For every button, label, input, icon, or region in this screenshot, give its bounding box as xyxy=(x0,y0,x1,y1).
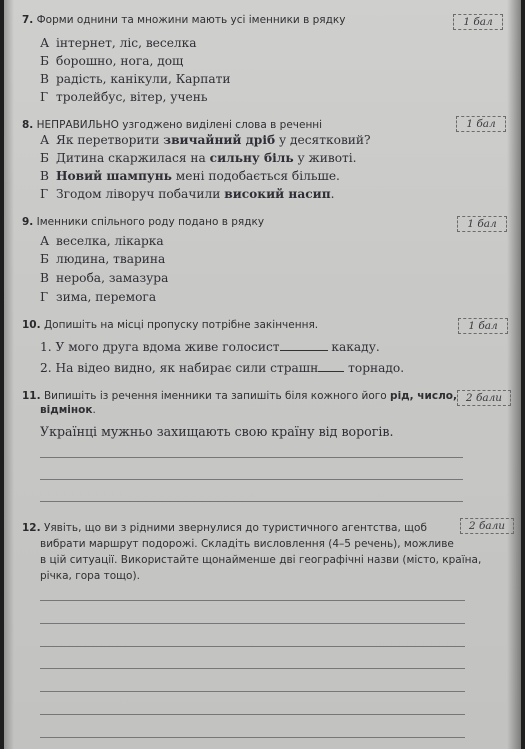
question-8-option-d[interactable] xyxy=(40,187,335,201)
question-10-number: 10. xyxy=(22,319,41,331)
question-9-option-b[interactable] xyxy=(40,252,165,266)
option-text-post: . xyxy=(330,187,335,201)
question-7-score: 1 бал xyxy=(453,14,503,30)
item-number: 2. xyxy=(40,361,52,375)
option-letter: В xyxy=(40,72,49,86)
option-text: тролейбус, вітер, учень xyxy=(56,90,208,104)
option-letter: Б xyxy=(40,54,49,68)
option-letter: Б xyxy=(40,151,49,165)
question-9-score: 1 бал xyxy=(457,216,507,232)
question-10-item-1 xyxy=(40,340,380,354)
answer-line[interactable] xyxy=(40,600,465,601)
question-8-number: 8. xyxy=(22,119,34,131)
option-text-post: у десятковий? xyxy=(275,133,371,147)
question-7-option-a[interactable] xyxy=(40,36,197,50)
question-11-score: 2 бали xyxy=(457,390,511,406)
question-7-prompt xyxy=(22,14,345,26)
item-text-post: торнадо. xyxy=(344,361,405,375)
question-10-item-2 xyxy=(40,361,404,375)
question-11-text-pre: Випишіть із речення іменники та запишіть біля кожного його xyxy=(43,390,391,402)
item-number: 1. xyxy=(40,340,52,354)
question-8-text: НЕПРАВИЛЬНО узгоджено виділені слова в реченні xyxy=(36,119,323,131)
question-8-score: 1 бал xyxy=(456,116,506,132)
option-letter: Г xyxy=(40,90,49,104)
option-letter: В xyxy=(40,169,49,183)
question-8-option-b[interactable] xyxy=(40,151,357,165)
option-text: веселка, лікарка xyxy=(56,234,164,248)
question-10-text: Допишіть на місці пропуску потрібне закінчення. xyxy=(43,319,319,331)
answer-line[interactable] xyxy=(40,691,465,692)
option-text-pre: Дитина скаржилася на xyxy=(56,151,210,165)
option-letter: А xyxy=(40,133,50,147)
option-letter: В xyxy=(40,271,49,285)
question-8-option-a[interactable] xyxy=(40,133,371,147)
option-text-bold: звичайний дріб xyxy=(163,133,276,147)
ending-blank-1[interactable] xyxy=(280,350,328,351)
page-right-shadow xyxy=(507,0,521,749)
option-text-pre: Згодом ліворуч побачили xyxy=(56,187,225,201)
item-text-pre: На відео видно, як набирає сили страшн xyxy=(55,361,319,375)
option-letter: Г xyxy=(40,187,49,201)
item-text-pre: У мого друга вдома живе голосист xyxy=(55,340,280,354)
question-11-prompt xyxy=(22,389,457,417)
question-7-text: Форми однини та множини мають усі іменники в рядку xyxy=(36,14,346,26)
question-11-sentence: Українці мужньо захищають свою країну від ворогів. xyxy=(40,424,394,439)
option-text-post: мені подобається більше. xyxy=(171,169,340,183)
page-edge-shadow xyxy=(4,0,14,749)
option-text-bold: Новий шампунь xyxy=(56,169,172,183)
ending-blank-2[interactable] xyxy=(318,371,344,372)
question-12-number: 12. xyxy=(22,522,41,534)
option-letter: Г xyxy=(40,290,49,304)
option-text: зима, перемога xyxy=(56,290,157,304)
question-7-option-d[interactable] xyxy=(40,90,208,104)
question-9-option-a[interactable] xyxy=(40,234,164,248)
question-12-line-2: вибрати маршрут подорожі. Складіть висловлення (4–5 речень), можливе xyxy=(40,538,454,550)
option-letter: А xyxy=(40,234,50,248)
option-text: інтернет, ліс, веселка xyxy=(56,36,197,50)
option-letter: Б xyxy=(40,252,49,266)
answer-line[interactable] xyxy=(40,714,465,715)
question-8-option-c[interactable] xyxy=(40,169,340,183)
question-7-option-c[interactable] xyxy=(40,72,230,86)
option-letter: А xyxy=(40,36,50,50)
question-9-option-c[interactable] xyxy=(40,271,168,285)
question-9-prompt xyxy=(22,216,264,228)
option-text: борошно, нога, дощ xyxy=(56,54,184,68)
answer-line[interactable] xyxy=(40,737,465,738)
option-text-bold: високий насип xyxy=(224,187,331,201)
option-text: радість, канікули, Карпати xyxy=(56,72,231,86)
answer-line[interactable] xyxy=(40,668,465,669)
option-text-pre: Як перетворити xyxy=(56,133,164,147)
question-10-score: 1 бал xyxy=(458,318,508,334)
question-7-option-b[interactable] xyxy=(40,54,183,68)
worksheet-page xyxy=(4,0,521,749)
item-text-post: какаду. xyxy=(327,340,380,354)
answer-line[interactable] xyxy=(40,646,465,647)
option-text: людина, тварина xyxy=(56,252,166,266)
answer-line[interactable] xyxy=(40,623,465,624)
option-text: нероба, замазура xyxy=(56,271,169,285)
question-12-score: 2 бали xyxy=(460,518,514,534)
question-9-option-d[interactable] xyxy=(40,290,156,304)
question-11-text-post: . xyxy=(92,404,96,416)
question-11-number: 11. xyxy=(22,390,41,402)
question-9-text: Іменники спільного роду подано в рядку xyxy=(36,216,265,228)
question-9-number: 9. xyxy=(22,216,34,228)
option-text-post: у животі. xyxy=(293,151,357,165)
question-8-prompt xyxy=(22,119,322,131)
answer-line[interactable] xyxy=(40,479,463,480)
question-12-line-4: річка, гора тощо). xyxy=(40,570,140,582)
question-12-prompt xyxy=(22,520,481,584)
question-11-text-bold-2: відмінок xyxy=(40,404,93,416)
question-12-line-3: в цій ситуації. Використайте щонайменше дві географічні назви (місто, країна, xyxy=(40,554,482,566)
option-text-bold: сильну біль xyxy=(209,151,294,165)
question-11-text-bold: рід, число, xyxy=(390,390,457,402)
question-12-line-1: Уявіть, що ви з рідними звернулися до туристичного агентства, щоб xyxy=(43,522,427,534)
answer-line[interactable] xyxy=(40,501,463,502)
question-10-prompt xyxy=(22,319,318,331)
answer-line[interactable] xyxy=(40,457,463,458)
question-7-number: 7. xyxy=(22,14,34,26)
